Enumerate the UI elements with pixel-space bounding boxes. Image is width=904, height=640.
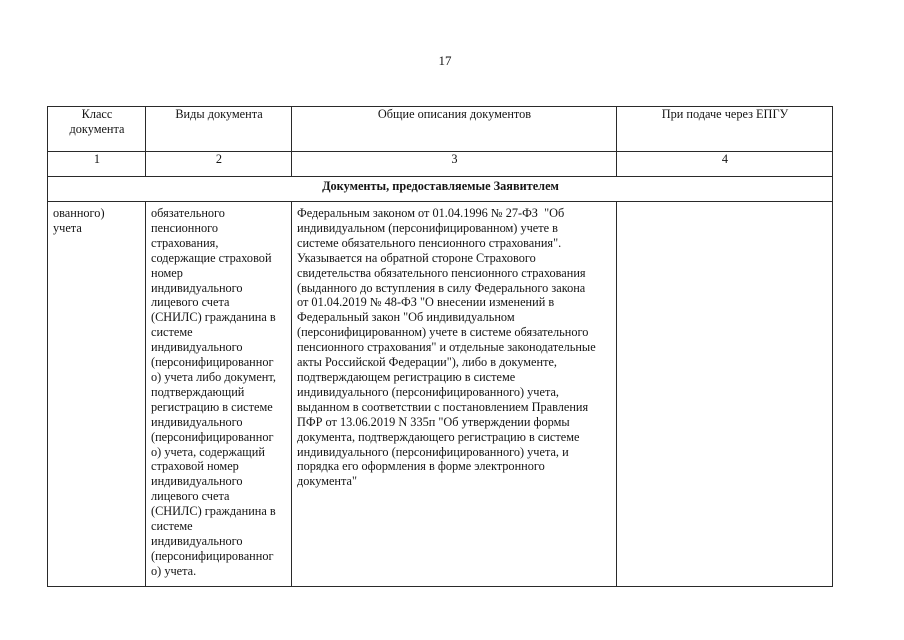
text-line: индивидуального [151,280,243,295]
text-line: (персонифицированног [151,548,274,563]
text-line: обязательного [151,206,225,220]
text-line: документа" [297,474,358,489]
text-line: (персонифицированном) учете в системе обязательного [297,325,589,340]
text-line: страхования, [151,235,219,250]
text-line: индивидуального (персонифицированного) учета, и [297,444,569,459]
header-cell-document-types [146,107,292,152]
text-line: Федеральный закон "Об индивидуальном [297,310,515,325]
text-line: о) учета. [151,563,197,578]
text-line: учета [53,220,82,235]
column-number-cell: 4 [617,152,833,177]
text-line: (выданного до вступления в силу Федерального закона [297,280,586,295]
text-line: порядка его оформления в форме электронного [297,459,545,474]
cell-document-description [292,202,617,587]
text-line: Указывается на обратной стороне Страхового [297,250,536,265]
header-cell-document-descriptions [292,107,617,152]
header-cell-document-class [48,107,146,152]
text-line: пенсионного [151,220,219,235]
cell-epgu-submission [617,202,833,587]
text-line: индивидуального [151,474,243,489]
text-line: индивидуального [151,414,243,429]
text-line: Федеральным законом от 01.04.1996 № 27-ФЗ "Об [297,206,565,220]
text-line: (СНИЛС) гражданина в [151,310,276,325]
text-line: документа [69,121,125,136]
table-row [48,202,833,587]
text-line: лицевого счета [151,489,230,504]
text-line: о) учета, содержащий [151,444,265,459]
cell-document-class [48,202,146,587]
text-line: Виды документа [175,107,263,121]
text-line: системе [151,325,193,340]
text-line: пенсионного страхования" и отдельные законодательные [297,340,596,355]
table-header-row [48,107,833,152]
header-cell-epgu-submission [617,107,833,152]
text-line: содержащие страховой [151,250,272,265]
text-line: ПФР от 13.06.2019 N 335п "Об утверждении формы [297,414,570,429]
text-line: подтверждающем регистрацию в системе [297,369,516,384]
text-line: от 01.04.2019 № 48-ФЗ "О внесении изменений в [297,295,555,310]
column-number-cell: 2 [146,152,292,177]
cell-document-types [146,202,292,587]
text-line: выданном в соответствии с постановлением Правления [297,399,589,414]
text-line: При подаче через ЕПГУ [661,107,789,121]
text-line: (персонифицированног [151,355,274,370]
column-number-cell: 1 [48,152,146,177]
column-number-row [48,152,833,177]
text-line: системе [151,519,193,534]
text-line: номер [151,265,183,280]
text-line: регистрацию в системе [151,399,273,414]
text-line: индивидуального [151,340,243,355]
text-line: индивидуального (персонифицированного) учета, [297,384,559,399]
text-line: индивидуальном (персонифицированном) учете в [297,220,558,235]
text-line: системе обязательного пенсионного страхования". [297,235,562,250]
column-number-cell: 3 [292,152,617,177]
documents-table [47,106,833,587]
text-line: ованного) [53,206,105,220]
text-line: Общие описания документов [377,107,532,121]
text-line: документа, подтверждающего регистрацию в системе [297,429,580,444]
text-line: (СНИЛС) гражданина в [151,504,276,519]
section-title: Документы, предоставляемые Заявителем [48,177,833,202]
text-line: подтверждающий [151,384,245,399]
text-line: Класс [81,107,113,121]
section-row [48,177,833,202]
text-line: о) учета либо документ, [151,369,276,384]
text-line: страховой номер [151,459,239,474]
text-line: индивидуального [151,533,243,548]
page-number: 17 [438,53,452,68]
text-line: (персонифицированног [151,429,274,444]
text-line: акты Российской Федерации"), либо в документе, [297,355,557,370]
text-line: лицевого счета [151,295,230,310]
text-line: свидетельства обязательного пенсионного страхования [297,265,586,280]
